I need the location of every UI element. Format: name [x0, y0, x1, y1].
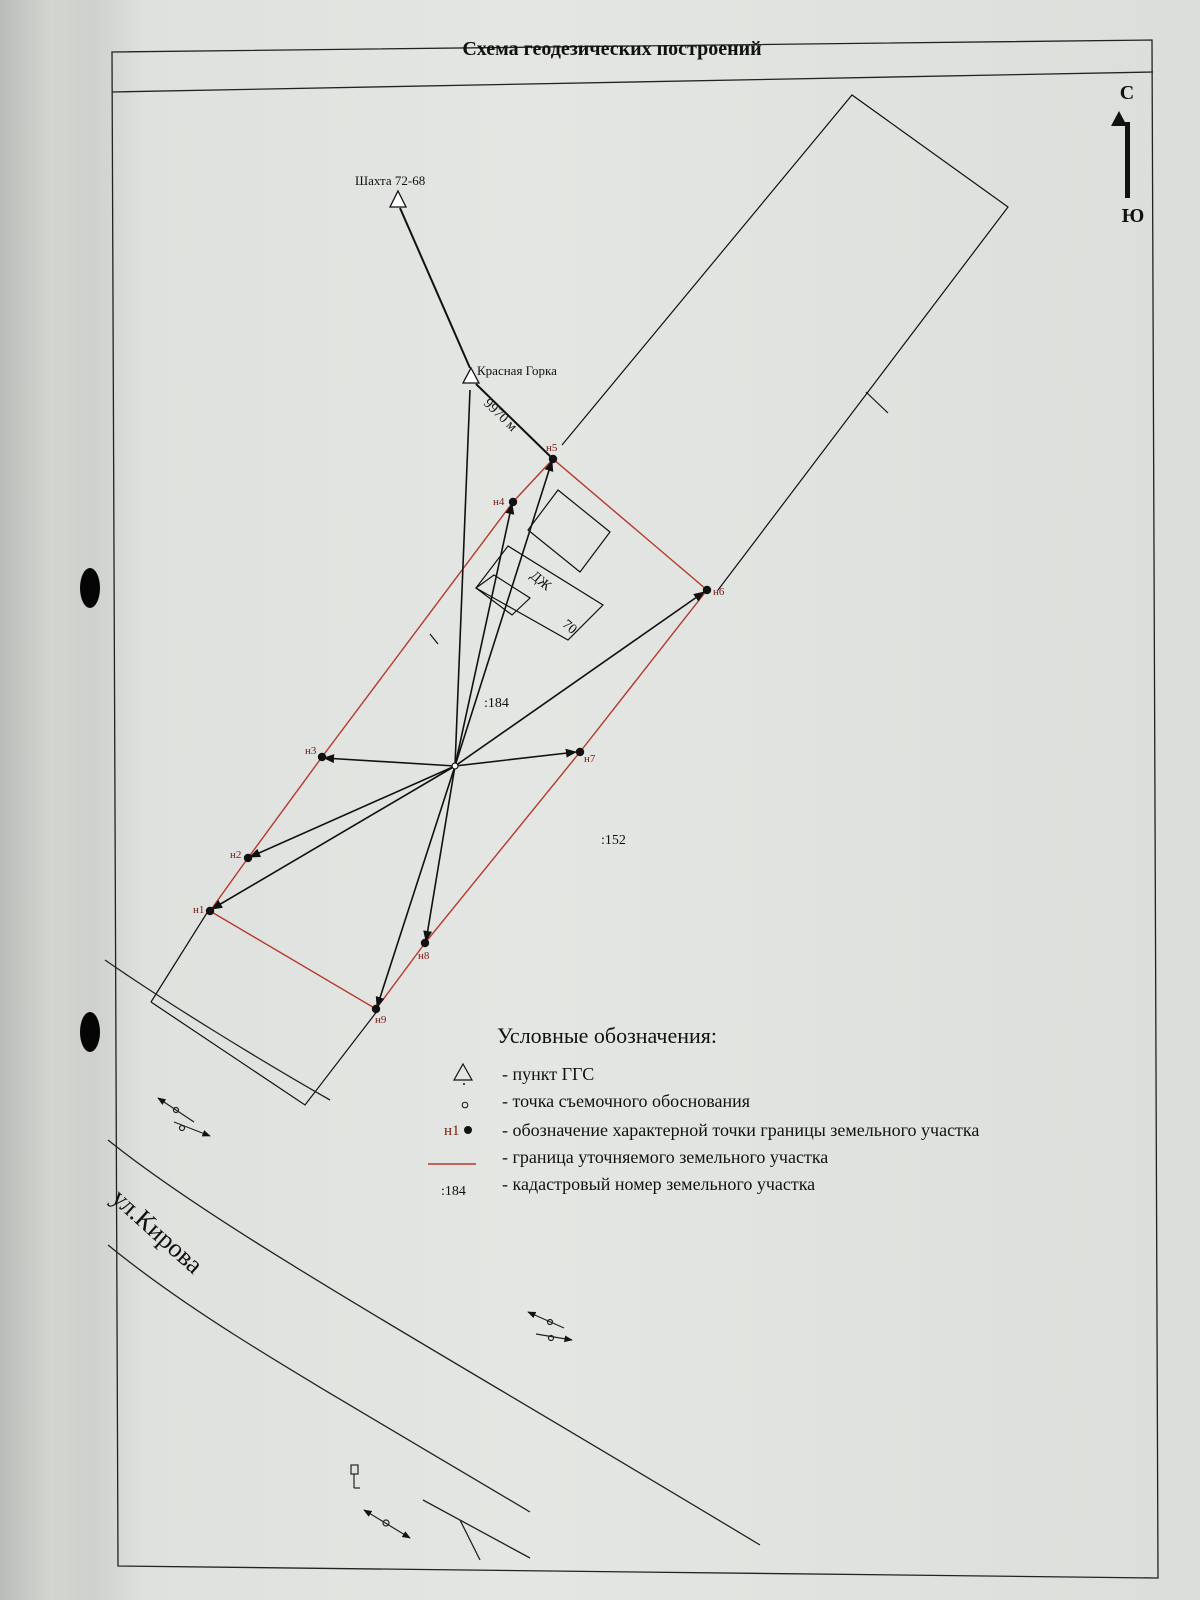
ray-to-n6	[455, 592, 704, 766]
neighbor-parcel-outline	[151, 1002, 378, 1105]
legend-black-dot-icon	[464, 1126, 472, 1134]
road-edge	[108, 1245, 530, 1512]
boundary-point-dot	[421, 939, 429, 947]
ray-to-n2	[250, 766, 455, 857]
point-label-n8: н8	[418, 950, 430, 962]
cadastral-label-neighbor: :152	[601, 833, 626, 848]
ggs-triangle-icon	[390, 191, 406, 207]
survey-rays	[212, 390, 704, 1007]
tick-mark	[430, 634, 438, 644]
boundary-point-dot	[703, 586, 711, 594]
cadastral-label-main: :184	[484, 696, 509, 711]
boundary-point-dot	[372, 1005, 380, 1013]
ray-to-n1	[212, 766, 455, 909]
legend-item-boundary-line: - граница уточняемого земельного участка	[502, 1147, 829, 1167]
point-label-n1: н1	[193, 904, 205, 916]
north-label: С	[1119, 82, 1135, 104]
boundary-point-dot	[576, 748, 584, 756]
point-label-n4: н4	[493, 496, 505, 508]
boundary-point-dot	[509, 498, 517, 506]
neighbor-parcel-outline	[151, 908, 210, 1002]
legend	[428, 1023, 979, 1199]
building-number-label: 70	[559, 617, 580, 638]
south-label: Ю	[1121, 205, 1145, 227]
map-title: Схема геодезических построений	[462, 38, 762, 60]
road-edge	[105, 960, 330, 1100]
distance-label: 9970 м	[480, 396, 520, 435]
boundary-point-dot	[244, 854, 252, 862]
legend-item-ggs: - пункт ГГС	[502, 1064, 595, 1084]
ggs-label-krasnaya-gorka: Красная Горка	[477, 363, 557, 378]
legend-item-cadastral: - кадастровый номер земельного участка	[502, 1174, 816, 1194]
road-edge	[423, 1500, 530, 1558]
post-sign-icon	[351, 1465, 360, 1488]
traffic-direction-icon	[528, 1312, 572, 1341]
boundary-point-dot	[318, 753, 326, 761]
traffic-direction-icon	[364, 1510, 410, 1538]
tick-mark	[866, 392, 888, 413]
building-dj	[476, 490, 610, 640]
road-edge	[105, 1140, 760, 1545]
point-label-n3: н3	[305, 745, 317, 757]
boundary-point-dot	[549, 455, 557, 463]
point-label-n6: н6	[713, 586, 725, 598]
building-type-label: ДЖ	[526, 568, 554, 595]
traffic-direction-icon	[158, 1098, 210, 1136]
legend-triangle-icon	[454, 1064, 472, 1080]
legend-circle-dot-icon	[462, 1102, 468, 1108]
street-label: ул.Кирова	[105, 1182, 209, 1280]
ggs-label-shakhta: Шахта 72-68	[355, 173, 426, 188]
ray-to-n3	[324, 758, 455, 766]
boundary-point-dot	[206, 907, 214, 915]
legend-title: Условные обозначения:	[497, 1023, 718, 1048]
boundary-point-markers	[206, 455, 711, 1013]
title-divider	[112, 72, 1153, 92]
point-label-n2: н2	[230, 849, 242, 861]
neighbor-parcel-outline	[562, 95, 1008, 590]
parcel-boundary	[210, 459, 707, 1009]
legend-item-boundary-point: - обозначение характерной точки границы земельного участка	[502, 1120, 980, 1140]
ggs-direction-line	[400, 208, 470, 368]
legend-symbol-label: н1	[444, 1123, 460, 1139]
north-arrow-icon	[1111, 111, 1130, 198]
legend-item-survey-point: - точка съемочного обоснования	[502, 1091, 751, 1111]
legend-symbol-cadastral: :184	[441, 1184, 466, 1199]
ray-to-n8	[426, 766, 455, 941]
point-label-n5: н5	[546, 442, 558, 454]
survey-station-icon	[452, 763, 458, 769]
point-label-n9: н9	[375, 1014, 387, 1026]
map-frame	[112, 40, 1158, 1578]
point-label-n7: н7	[584, 753, 596, 765]
ray-to-n9	[377, 766, 455, 1007]
